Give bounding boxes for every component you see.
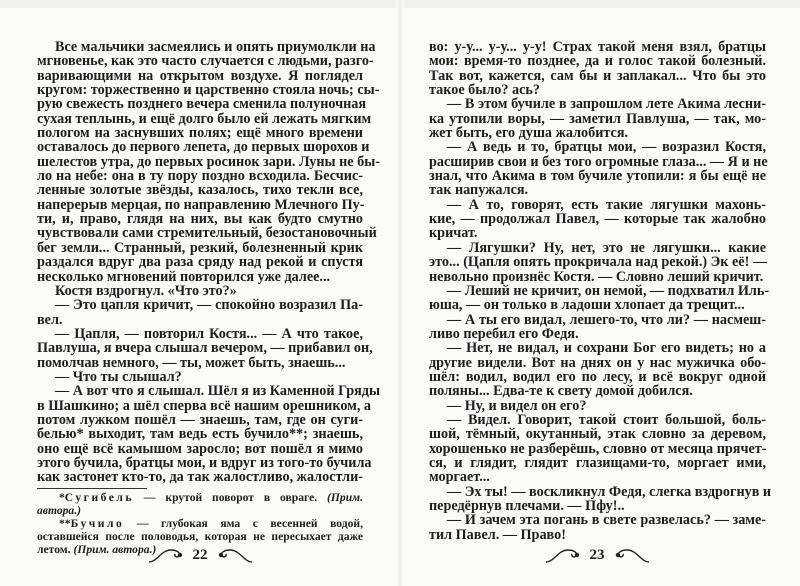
page-number-right bbox=[537, 545, 657, 565]
text-line: Так вот, кажется, сам бы и заплакал... Что бы это bbox=[429, 67, 766, 84]
paragraph bbox=[37, 383, 381, 486]
text-line: поляны... Едва-те к свету домой добился. bbox=[429, 383, 693, 400]
paragraph bbox=[429, 341, 766, 398]
text-line: — Цапля, — повторил Костя... — А что такое, bbox=[55, 325, 363, 342]
text-line: ливо перебил его Федя. bbox=[429, 325, 579, 342]
text-line: чувствовали сами стремительный, безостановочный bbox=[37, 225, 377, 242]
paragraph bbox=[37, 325, 373, 371]
text-line: сухая теплынь, и ещё долго было ей лежать мягким bbox=[37, 110, 372, 127]
footnote-term: Бучило bbox=[70, 517, 125, 530]
text-line: — Леший не кричит, он немой, — подхватил Иль- bbox=[447, 282, 770, 299]
text-line: белью* выходит, там ведь есть бучило**; знаешь, bbox=[37, 426, 363, 443]
text-line: ся, и глядит, глядит глазищами-то, моргает ими, bbox=[429, 454, 766, 471]
footnote-note: (Прим. автора.) bbox=[73, 543, 157, 556]
text-line: помолчав немного, — ты, может быть, знаешь... bbox=[37, 354, 346, 371]
footnote-term: Сугибель bbox=[64, 491, 135, 504]
paragraph bbox=[37, 298, 363, 327]
book-spine bbox=[396, 0, 404, 586]
text-line: — Видел. Говорит, такой стоит большой, боль- bbox=[447, 411, 766, 428]
ornament-left-icon bbox=[147, 547, 187, 563]
footnote-text: — крутой поворот в овраге. bbox=[134, 491, 328, 504]
text-line: невольно произнёс Костя. — Словно леший кричит. bbox=[429, 268, 764, 285]
paragraph bbox=[429, 40, 766, 97]
text-line: шёл: водил, водил его по лесу, и всё вокруг одной bbox=[429, 368, 766, 385]
text-line: — А ведь и то, братцы мои, — возразил Костя, bbox=[447, 139, 766, 156]
paragraph bbox=[429, 313, 766, 342]
text-line: потом лужком пошёл — знаешь, там, где он суги- bbox=[37, 411, 363, 428]
text-line: — А ты его видал, лешего-то, что ли? — насмеш- bbox=[447, 311, 766, 328]
page-number-22: 22 bbox=[192, 546, 208, 563]
text-line: ленные золотые звёзды, казалось, тихо текли все, bbox=[37, 182, 363, 199]
text-line: во: у-у... у-у... у-у! Страх такой меня взял, братцы bbox=[429, 39, 766, 55]
text-line: кие, — продолжал Павел, — которые так жалобно bbox=[429, 211, 766, 228]
text-line: — А вот что я слышал. Шёл я из Каменной Гряды bbox=[55, 383, 381, 400]
text-line: бег земли... Странный, резкий, болезненный крик bbox=[37, 239, 363, 256]
ornament-left-icon bbox=[544, 547, 584, 563]
text-line: — А то, говорят, есть такие лягушки махонь- bbox=[447, 196, 766, 213]
footnote-mark: * bbox=[59, 491, 65, 504]
footnote-note: (Прим. автора.) bbox=[37, 491, 363, 517]
text-line: ло на небе: она в ту пору поздно всходила. Бесчис- bbox=[37, 168, 363, 185]
text-line: рую свежесть позднего вечера сменила полуночная bbox=[37, 96, 367, 113]
text-line: как застонет кто-то, да так жалостливо, жалостли- bbox=[37, 469, 363, 486]
paragraph bbox=[37, 370, 363, 384]
footnote-text: — глубокая яма с весенней водой, оставшейся после половодья, которая не пересыхает даже летом. bbox=[37, 517, 363, 556]
footnote bbox=[37, 491, 363, 517]
text-line: жет быть, его душа жалобится. bbox=[429, 125, 629, 142]
text-line: передёрнув плечами. — Пфу!.. bbox=[429, 498, 625, 514]
paragraph bbox=[429, 198, 766, 241]
paragraph bbox=[429, 483, 772, 514]
text-line: варивающими на открытом воздухе. Я поглядел bbox=[37, 67, 363, 84]
text-line: — В этом бучиле в запрошлом лете Акима лесни- bbox=[447, 96, 766, 113]
page-number-left bbox=[140, 545, 260, 565]
text-line: юша, — он только в ладоши хлопает да трещит... bbox=[429, 297, 745, 314]
text-line: — Лягушки? Ну, нет, это не лягушки... какие bbox=[447, 239, 766, 256]
text-line: так напужался. bbox=[429, 182, 529, 199]
text-line: вел. bbox=[37, 311, 63, 328]
paragraph bbox=[429, 413, 766, 485]
text-line: мои: время-то позднее, да и голос такой болезный. bbox=[429, 53, 766, 70]
text-line: расширив свои и без того огромные глаза... — Я и не bbox=[429, 153, 768, 170]
footnote-mark: ** bbox=[59, 517, 71, 530]
text-line: шелестов утра, до первых росинок зари. Луны не бы- bbox=[37, 153, 381, 170]
paragraph bbox=[37, 39, 381, 285]
text-line: ти, и, право, глядя на них, вы как будто смутно bbox=[37, 211, 363, 228]
paragraph bbox=[429, 399, 766, 413]
text-line: — Нет, не видал, и сохрани Бог его видеть; но а bbox=[447, 340, 766, 357]
page-number-23: 23 bbox=[589, 546, 605, 563]
ornament-right-icon bbox=[214, 547, 254, 563]
paragraph bbox=[37, 284, 363, 298]
text-line: несколько мгновений повторился уже далее... bbox=[37, 268, 331, 285]
text-line: этого бучила, братцы мои, и вдруг из того-то бучила bbox=[37, 454, 372, 471]
text-line: Павлуша, я вчера слышал вечером, — прибавил он, bbox=[37, 340, 373, 357]
text-line: — И зачем эта погань в свете развелась? — заме- bbox=[447, 512, 766, 529]
paragraph bbox=[429, 97, 766, 140]
footnote-divider bbox=[37, 488, 147, 489]
text-line: в Шашкино; а шёл сперва всё нашим орешником, а bbox=[37, 397, 372, 414]
text-line: мгновенье, как это часто случается с людьми, разго- bbox=[37, 53, 374, 70]
text-line: ка утопили воры, — заметил Павлуша, — так, мо- bbox=[429, 110, 766, 127]
text-line: кричат. bbox=[429, 225, 478, 242]
text-line: кругом: торжественно и царственно стояла ночь; сы- bbox=[37, 82, 380, 99]
text-line: пологом на заснувших полях; ещё много времени bbox=[37, 125, 363, 142]
ornament-right-icon bbox=[611, 547, 651, 563]
text-line: Костя вздрогнул. «Что это?» bbox=[55, 282, 237, 299]
text-line: — Ну, и видел он его? bbox=[447, 397, 587, 414]
paragraph bbox=[429, 241, 766, 284]
text-line: Все мальчики засмеялись и опять приумолкли на bbox=[55, 39, 376, 55]
paragraph bbox=[429, 140, 766, 197]
text-line: такое было? ась? bbox=[429, 82, 541, 99]
text-line: — Что ты слышал? bbox=[55, 368, 182, 385]
left-page-text bbox=[37, 39, 381, 486]
text-line: оставалось до первого лепета, до первых шорохов и bbox=[37, 139, 370, 156]
text-line: хорошенько не разберёшь, словно от месяца прячет- bbox=[429, 440, 767, 457]
text-line: шой, тёмный, окутанный, этак словно за деревом, bbox=[429, 426, 766, 443]
paragraph bbox=[429, 282, 770, 314]
text-line: это... (Цапля опять прокричала над рекой.) Эк её! — bbox=[429, 254, 768, 271]
paragraph bbox=[429, 513, 766, 542]
right-page-text bbox=[429, 39, 772, 543]
text-line: наперерыв мерцая, по направлению Млечного Пу- bbox=[37, 196, 365, 213]
text-line: тил Павел. — Право! bbox=[429, 526, 566, 543]
text-line: — Это цапля кричит, — спокойно возразил Па- bbox=[55, 297, 363, 314]
text-line: другие видели. Вот на днях он у нас мужичка обо- bbox=[429, 354, 766, 371]
text-line: знал, что Акима в том бучиле утопили: я бы ещё не bbox=[429, 168, 766, 185]
text-line: — Эх ты! — воскликнул Федя, слегка вздрогнув и bbox=[447, 483, 772, 500]
text-line: оно ещё всё камышом заросло; вот пошёл я мимо bbox=[37, 440, 363, 457]
text-line: раздался вдруг два раза сряду над рекой и спустя bbox=[37, 254, 363, 271]
text-line: моргает... bbox=[429, 469, 490, 486]
